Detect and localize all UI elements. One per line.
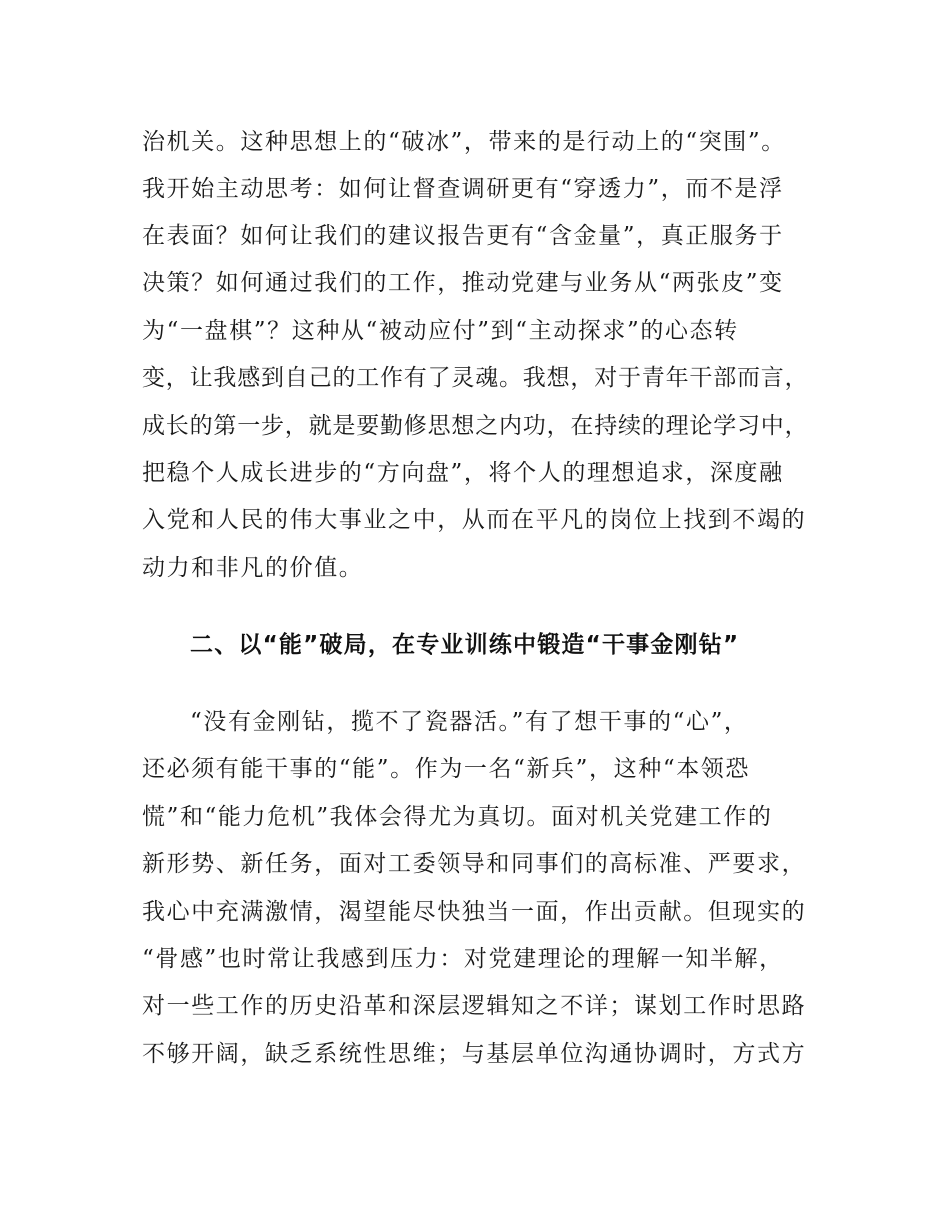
paragraph-1-line-2: 我开始主动思考：如何让督查调研更有“穿透力”，而不是浮 xyxy=(142,176,784,202)
paragraph-2-line-5: 我心中充满激情，渴望能尽快独当一面，作出贡献。但现实的 xyxy=(142,899,807,925)
paragraph-2-line-8: 不够开阔，缺乏系统性思维；与基层单位沟通协调时，方式方 xyxy=(142,1041,807,1067)
paragraph-1-line-8: 把稳个人成长进步的“方向盘”，将个人的理想追求，深度融 xyxy=(142,460,784,486)
paragraph-1-line-7: 成长的第一步，就是要勤修思想之内功，在持续的理论学习中， xyxy=(142,413,809,439)
paragraph-1-line-6: 变，让我感到自己的工作有了灵魂。我想，对于青年干部而言， xyxy=(142,365,809,391)
section-heading: 二、以“能”破局，在专业训练中锻造“干事金刚钻” xyxy=(190,632,740,658)
paragraph-2-line-3: 慌”和“能力危机”我体会得尤为真切。面对机关党建工作的 xyxy=(142,804,773,830)
paragraph-1-line-10: 动力和非凡的价值。 xyxy=(142,555,364,581)
paragraph-2-line-1: “没有金刚钻，揽不了瓷器活。”有了想干事的“心”， xyxy=(190,709,749,735)
paragraph-1-line-1: 治机关。这种思想上的“破冰”，带来的是行动上的“突围”。 xyxy=(142,129,786,155)
paragraph-1-line-4: 决策？如何通过我们的工作，推动党建与业务从“两张皮”变 xyxy=(142,270,784,296)
paragraph-2-line-2: 还必须有能干事的“能”。作为一名“新兵”，这种“本领恐 xyxy=(142,756,750,782)
paragraph-2-line-6: “骨感”也时常让我感到压力：对党建理论的理解一知半解， xyxy=(142,946,784,972)
paragraph-2-line-4: 新形势、新任务，面对工委领导和同事们的高标准、严要求， xyxy=(142,851,807,877)
paragraph-1-line-5: 为“一盘棋”？这种从“被动应付”到“主动探求”的心态转 xyxy=(142,318,739,344)
paragraph-1-line-9: 入党和人民的伟大事业之中，从而在平凡的岗位上找到不竭的 xyxy=(142,507,807,533)
paragraph-1-line-3: 在表面？如何让我们的建议报告更有“含金量”，真正服务于 xyxy=(142,223,784,249)
paragraph-2-line-7: 对一些工作的历史沿革和深层逻辑知之不详；谋划工作时思路 xyxy=(142,993,807,1019)
